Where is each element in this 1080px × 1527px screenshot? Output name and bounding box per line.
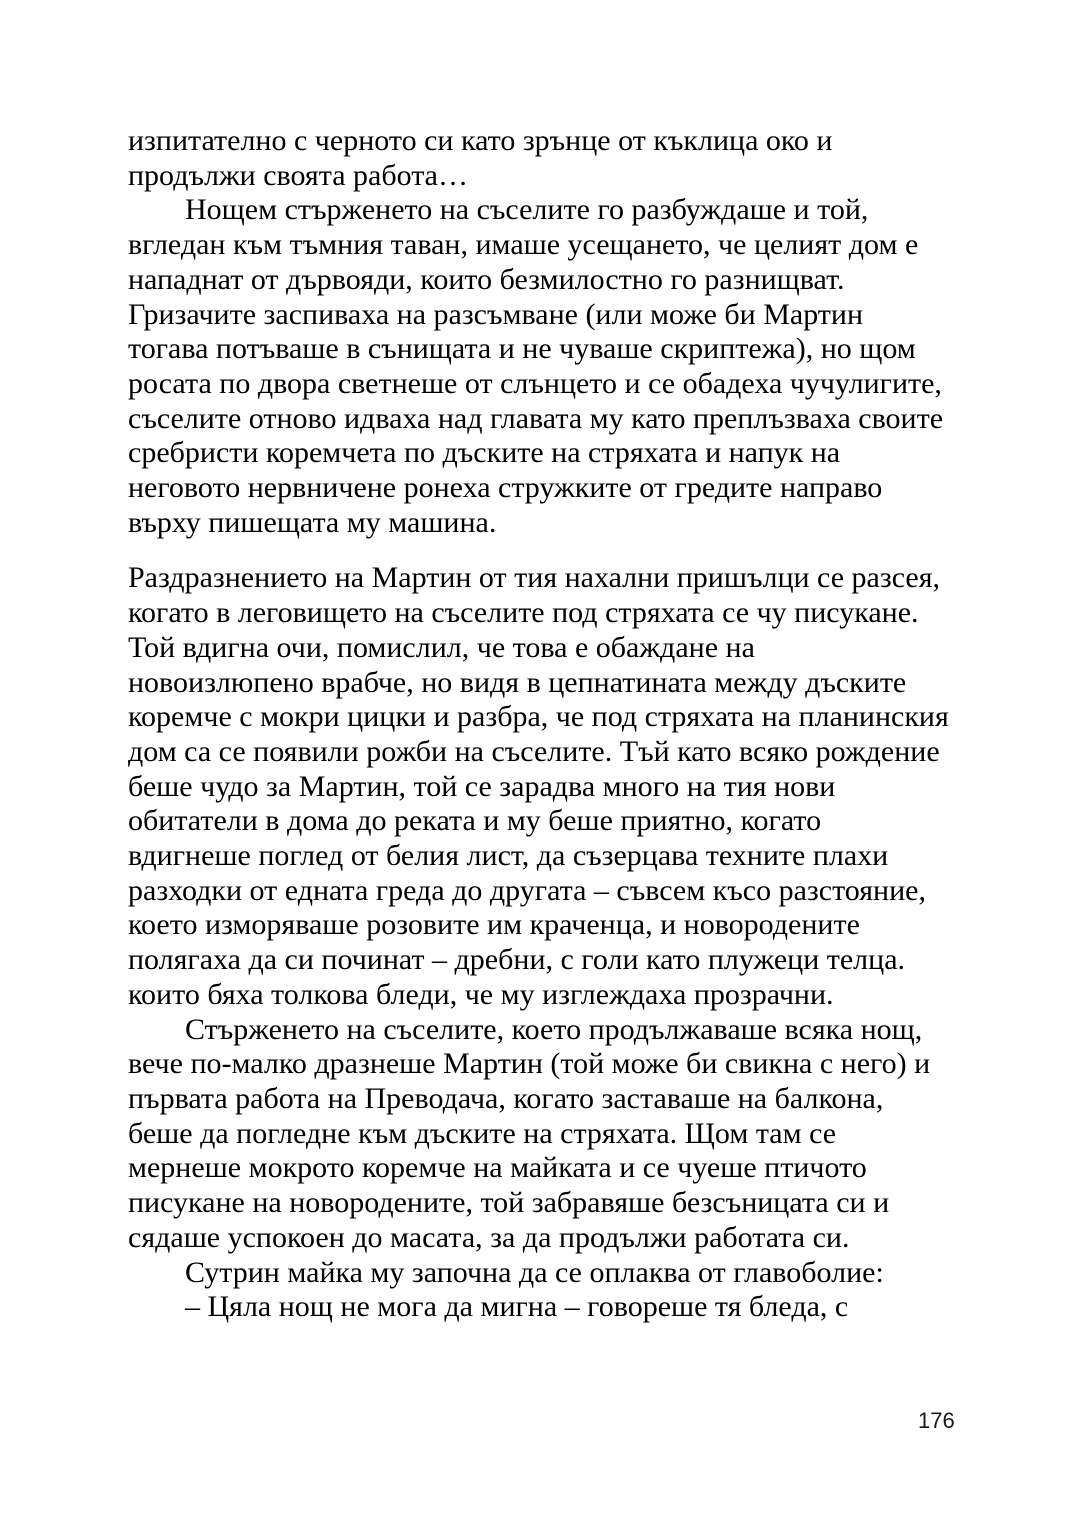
paragraph bbox=[128, 561, 960, 1012]
text-line: тогава потъваше в сънищата и не чуваше скриптежа), но щом bbox=[128, 332, 916, 366]
text-line: неговото нервничене ронеха стружките от гредите направо bbox=[128, 471, 883, 505]
text-line: продължи своята работа… bbox=[128, 158, 468, 192]
text-line: коремче с мокри цицки и разбра, че под стряхата на планинския bbox=[128, 700, 949, 734]
text-line: – Цяла нощ не мога да мигна – говореше тя бледа, с bbox=[185, 1290, 849, 1324]
text-line: първата работа на Преводача, когато заставаше на балкона, bbox=[128, 1081, 884, 1115]
text-line: новоизлюпено врабче, но видя в цепнатината между дъските bbox=[128, 665, 907, 699]
text-line: Той вдигна очи, помислил, че това е обаждане на bbox=[128, 630, 755, 664]
paragraph bbox=[128, 1013, 960, 1256]
text-line: вгледан към тъмния таван, имаше усещането, че целият дом е bbox=[128, 228, 919, 262]
text-line: Раздразнението на Мартин от тия нахални пришълци се разсея, bbox=[128, 561, 941, 595]
text-line: съселите отново идваха над главата му като преплъзваха своите bbox=[128, 401, 944, 435]
text-line: вдигнеше поглед от белия лист, да съзерцава техните плахи bbox=[128, 839, 889, 873]
text-line: вече по-малко дразнеше Мартин (той може би свикна с него) и bbox=[128, 1047, 931, 1081]
text-line: разходки от едната греда до другата – съвсем късо разстояние, bbox=[128, 873, 926, 907]
text-line: което изморяваше розовите им краченца, и новородените bbox=[128, 908, 860, 942]
text-line: мернеше мокрото коремче на майката и се чуеше птичото bbox=[128, 1151, 867, 1185]
paragraph bbox=[128, 1256, 960, 1291]
text-line: нападнат от дървояди, които безмилостно го разнищват. bbox=[128, 262, 845, 296]
text-line: Нощем стърженето на съселите го разбуждаше и той, bbox=[185, 193, 869, 227]
page-number: 176 bbox=[918, 1408, 955, 1433]
paragraph bbox=[128, 193, 960, 540]
text-line: беше чудо за Мартин, той се зарадва много на тия нови bbox=[128, 769, 836, 803]
text-line: Сутрин майка му започна да се оплаква от главоболие: bbox=[185, 1255, 884, 1289]
text-line: изпитателно с черното си като зрънце от къклица око и bbox=[128, 124, 833, 157]
text-line: беше да погледне към дъските на стряхата. Щом там се bbox=[128, 1116, 837, 1150]
text-line: Гризачите заспиваха на разсъмване (или може би Мартин bbox=[128, 297, 864, 331]
text-line: когато в леговището на съселите под стряхата се чу писукане. bbox=[128, 596, 919, 630]
text-line: росата по двора светнеше от слънцето и се обадеха чучулигите, bbox=[128, 366, 942, 400]
text-line: сребристи коремчета по дъските на стряхата и напук на bbox=[128, 436, 841, 470]
paragraph bbox=[128, 1290, 960, 1325]
text-line: които бяха толкова бледи, че му изглеждаха прозрачни. bbox=[128, 977, 834, 1011]
text-line: Стърженето на съселите, което продължаваше всяка нощ, bbox=[185, 1012, 923, 1046]
text-line: сядаше успокоен до масата, за да продължи работата си. bbox=[128, 1220, 850, 1254]
text-line: полягаха да си починат – дребни, с голи като плужеци телца. bbox=[128, 943, 906, 977]
text-line: дом са се появили рожби на съселите. Тъй като всяко рождение bbox=[128, 734, 940, 768]
text-line: върху пишещата му машина. bbox=[128, 505, 497, 539]
body-text bbox=[128, 124, 960, 1325]
paragraph bbox=[128, 124, 960, 193]
text-line: обитатели в дома до реката и му беше приятно, когато bbox=[128, 804, 822, 838]
text-line: писукане на новородените, той забравяше безсъницата си и bbox=[128, 1186, 890, 1220]
